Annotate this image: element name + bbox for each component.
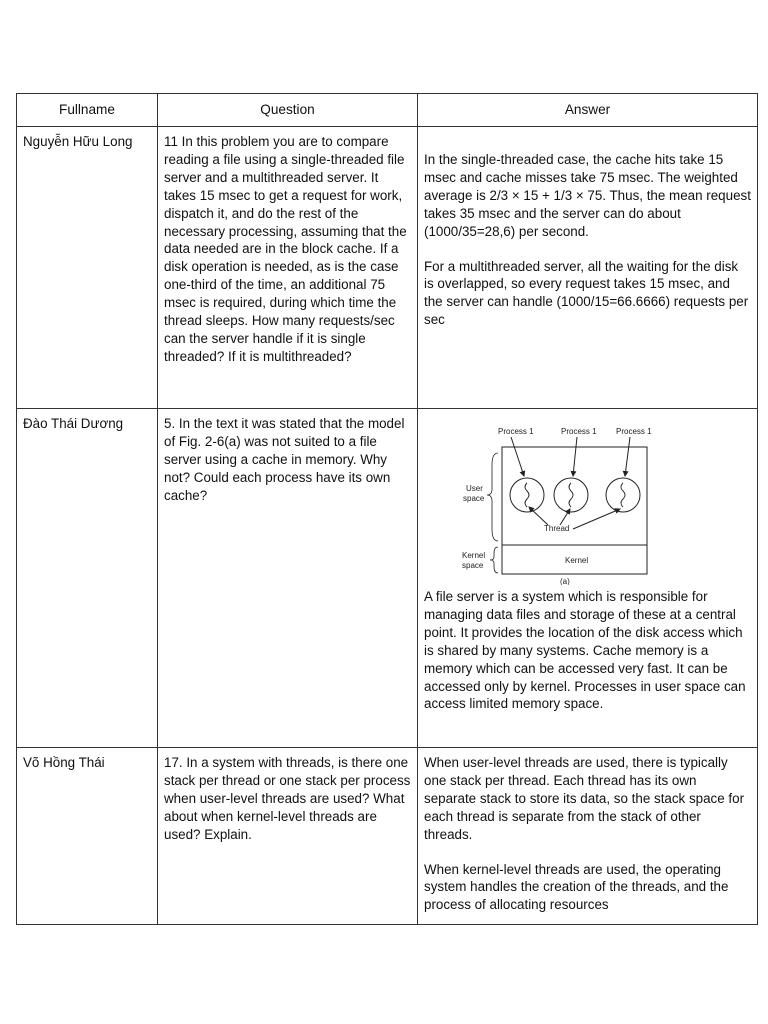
answer-paragraph: When user-level threads are used, there is typically one stack per thread. Each thread has its own separate stack to store its data, so the stack space for each thread is separate from the stack of other threads. <box>424 755 745 842</box>
process-arrow <box>511 437 524 476</box>
question-cell: 11 In this problem you are to compare reading a file using a single-threaded file server and a multithreaded server. It takes 15 msec to get a request for work, dispatch it, and do the rest of the necessary processing, assuming that the data needed are in the block cache. If a disk operation is needed, as is the case one-third of the time, an additional 75 msec is required, during which time the thread sleeps. How many requests/sec can the server handle if it is single threaded? If it is multithreaded? <box>158 127 418 409</box>
header-answer: Answer <box>418 94 758 127</box>
fullname-cell: Đào Thái Dương <box>17 409 158 748</box>
answer-cell <box>418 127 758 409</box>
table-row <box>17 127 758 409</box>
kernel-space-label: Kernel <box>462 551 486 560</box>
fullname-cell: Võ Hồng Thái <box>17 748 158 925</box>
thread-model-figure <box>440 425 670 585</box>
user-space-label: User <box>466 484 483 493</box>
table-row <box>17 409 758 748</box>
kernel-space-brace <box>490 547 498 573</box>
figure-caption: (a) <box>560 577 570 585</box>
table-row <box>17 748 758 925</box>
user-space-label: space <box>463 494 485 503</box>
answer-paragraph: When kernel-level threads are used, the operating system handles the creation of the threads, and the process of allocating resources <box>424 861 729 913</box>
process-arrow <box>573 437 577 476</box>
thread-pointer <box>529 507 548 525</box>
thread-squiggle <box>525 483 529 507</box>
process-arrow <box>625 437 630 476</box>
header-question: Question <box>158 94 418 127</box>
question-cell: 5. In the text it was stated that the model of Fig. 2-6(a) was not suited to a file server using a cache in memory. Why not? Could each process have its own cache? <box>158 409 418 748</box>
process-label: Process 1 <box>561 427 597 436</box>
answer-cell <box>418 409 758 748</box>
answer-paragraph: For a multithreaded server, all the waiting for the disk is overlapped, so every request takes 15 msec, and the server can handle (1000/15=66.6666) requests per sec <box>424 258 749 328</box>
thread-label: Thread <box>544 524 570 533</box>
question-cell: 17. In a system with threads, is there one stack per thread or one stack per process when user-level threads are used? What about when kernel-level threads are used? Explain. <box>158 748 418 925</box>
thread-pointer <box>573 509 620 529</box>
thread-squiggle <box>621 483 625 507</box>
process-label: Process 1 <box>616 427 652 436</box>
qa-table <box>16 93 758 925</box>
answer-paragraph: A file server is a system which is responsible for managing data files and storage of these at a central point. It provides the location of the disk access which is shared by many systems. Cache memory is a memory which can be accessed very fast. It can be accessed only by kernel. Processes in user space can access limited memory space. <box>424 589 746 712</box>
kernel-space-label: space <box>462 561 484 570</box>
kernel-label: Kernel <box>565 556 589 565</box>
answer-cell <box>418 748 758 925</box>
answer-paragraph: In the single-threaded case, the cache hits take 15 msec and cache misses take 75 msec. The weighted average is 2/3 × 15 + 1/3 × 75. Thus, the mean request takes 35 msec and the server can do about (1000/35=28,6) per second. <box>424 152 751 239</box>
header-fullname: Fullname <box>17 94 158 127</box>
header-row <box>17 94 758 127</box>
thread-squiggle <box>569 483 573 507</box>
process-label: Process 1 <box>498 427 534 436</box>
fullname-cell: Nguyễn Hữu Long <box>17 127 158 409</box>
user-space-brace <box>487 453 498 541</box>
